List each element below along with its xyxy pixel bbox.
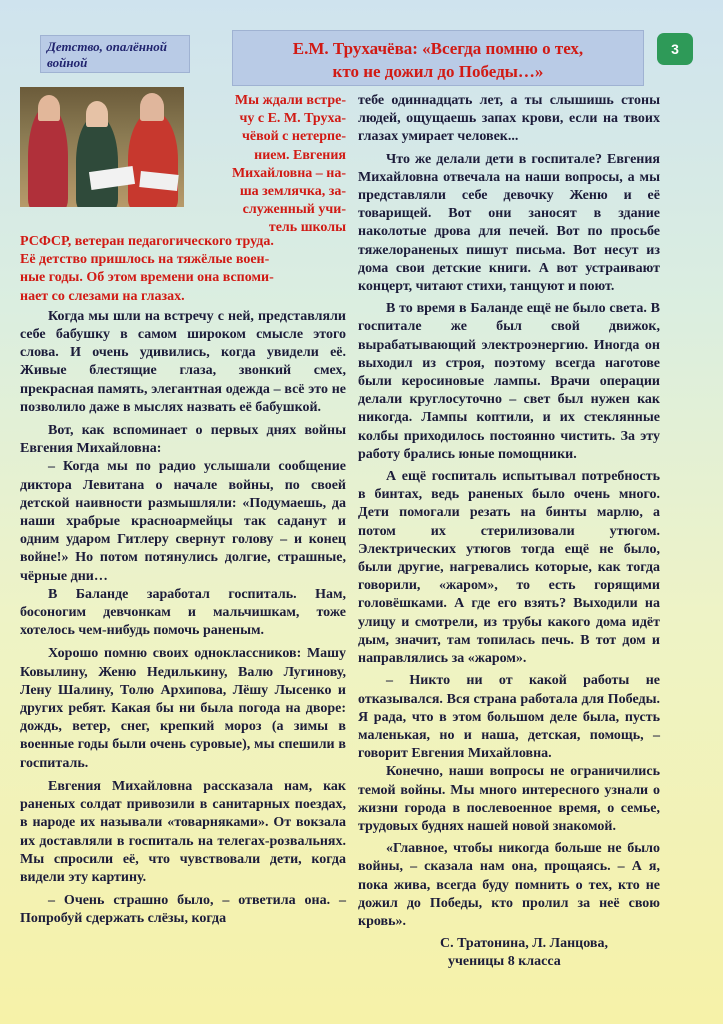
intro-line: нием. Евгения [254,147,346,163]
intro-line: чёвой с нетерпе- [242,129,346,145]
paragraph: – Никто ни от какой работы не отказывался. Вся страна работала для Победы. Я рада, что в этом большом деле была, пусть маленькая, но и наша, детская, помощь, – говорит Евгения Михайловна. [358,673,660,762]
paragraph: – Когда мы по радио услышали сообщение диктора Левитана о начале войны, по своей детской наивности размышляли: «Подумаешь, да наши храбрые красноармейцы так саданут и одним ударом Гитлеру свернут голову – и конец войне!» Но потом потянулись долгие, страшные, чёрные дни… [20,459,346,584]
left-column [20,235,346,929]
paragraph: тебе одиннадцать лет, а ты слышишь стоны людей, ощущаешь запах крови, если на твоих глазах умирает человек... [358,93,660,145]
paragraph: Что же делали дети в госпитале? Евгения Михайловна отвечала на наши вопросы, а мы представляли себе девочку Женю и её товарищей. Вот они заносят в здание наколотые дрова для печей. Вот по просьбе тяжелораненых пишут письма. Вот несут из дома свои детские книги. А вот устраивают концерт, читают стихи, танцуют и поют. [358,151,660,295]
intro-line: ные годы. Об этом времени она вспоми- [20,270,274,286]
paragraph: «Главное, чтобы никогда больше не было войны, – сказала нам она, прощаясь. – А я, пока жива, всегда буду помнить о тех, кто не дожил до Победы, кто пролил за неё свою кровь». [358,841,660,929]
right-column [358,92,660,972]
paragraph: А ещё госпиталь испытывал потребность в бинтах, ведь раненых было очень много. Дети помогали резать на бинты марлю, а потом их стерилизовали утюгом. Электрических утюгов тогда ещё не было, были другие, нагревались которые, как тогда говорили, «жаром», то есть горящими головёшками. А где его взять? Выходили на улицу и смотрели, из трубы какого дома идёт дым, значит, там топилась печь. В тот дом и направлялись за «жаром». [358,469,660,667]
intro-wide [20,233,346,306]
intro-line: тель школы [268,220,346,236]
intro-line: РСФСР, ветеран педагогического труда. [20,234,274,249]
paragraph: Когда мы шли на встречу с ней, представляли себе бабушку в самом широком смысле этого слова. И очень удивились, когда увидели её. Живые блестящие глаза, звонкий смех, прекрасная память, элегантная одежда – всё это не позволило даже в мыслях назвать её бабушкой. [20,308,346,415]
intro-narrow [188,92,346,238]
page-number-badge: 3 [657,33,693,65]
intro-line: Её детство пришлось на тяжёлые воен- [20,252,270,268]
signature [358,935,660,971]
article-photo [20,87,184,207]
headline-line-1: Е.М. Трухачёва: «Всегда помню о тех, [292,39,584,58]
section-rubric: Детство, опалённой войной [40,35,190,73]
paragraph: В Баланде заработал госпиталь. Нам, босоногим девчонкам и мальчишкам, тоже хотелось чем-нибудь помочь раненым. [20,586,346,639]
headline-line-2: кто не дожил до Победы…» [332,62,544,81]
paragraph: Вот, как вспоминает о первых днях войны Евгения Михайловна: [20,423,346,457]
intro-line: Мы ждали встре- [234,93,346,108]
article-headline [232,30,644,86]
paragraph: Хорошо помню своих одноклассников: Машу Ковылину, Женю Недилькину, Валю Лугинову, Лену Шалину, Толю Архипова, Лёшу Лысенко и других ребят. Какая бы ни была погода на дворе: дождь, ветер, снег, крепкий мороз (а зимы в военные годы были очень суровые), мы спешили в госпиталь. [20,646,346,771]
intro-line: Михайловна – на- [231,165,346,181]
paragraph: Конечно, наши вопросы не ограничились темой войны. Мы много интересного узнали о жизни города в послевоенное время, о семье, трудовых буднях нашей новой знакомой. [358,764,660,834]
intro-line: нает со слезами на глазах. [20,288,185,304]
paragraph: Евгения Михайловна рассказала нам, как раненых солдат привозили в санитарных поездах, в народе их называли «товарняками». От вокзала их доставляли в госпиталь на телегах-розвальнях. Мы спросили её, что чувствовали дети, когда видели эту картину. [20,778,346,885]
signature-role: ученицы 8 класса [448,954,561,970]
paragraph: В то время в Баланде ещё не было света. В госпитале же был свой движок, вырабатывающий электроэнергию. Иногда он выходил из строя, поэтому всегда наготове были керосиновые лампы. Врачи операции делали круглосуточно – свет был нужен как никогда. Лампы коптили, и их стеклянные колбы приходилось постоянно чистить. За эту работу брались юные помощники. [358,301,660,462]
signature-authors: С. Тратонина, Л. Ланцова, [440,936,608,952]
intro-line: ша землячка, за- [239,184,346,200]
intro-line: служенный учи- [242,202,346,218]
paragraph: – Очень страшно было, – ответила она. – Попробуй сдержать слёзы, когда [20,893,346,927]
intro-line: чу с Е. М. Труха- [239,111,346,127]
